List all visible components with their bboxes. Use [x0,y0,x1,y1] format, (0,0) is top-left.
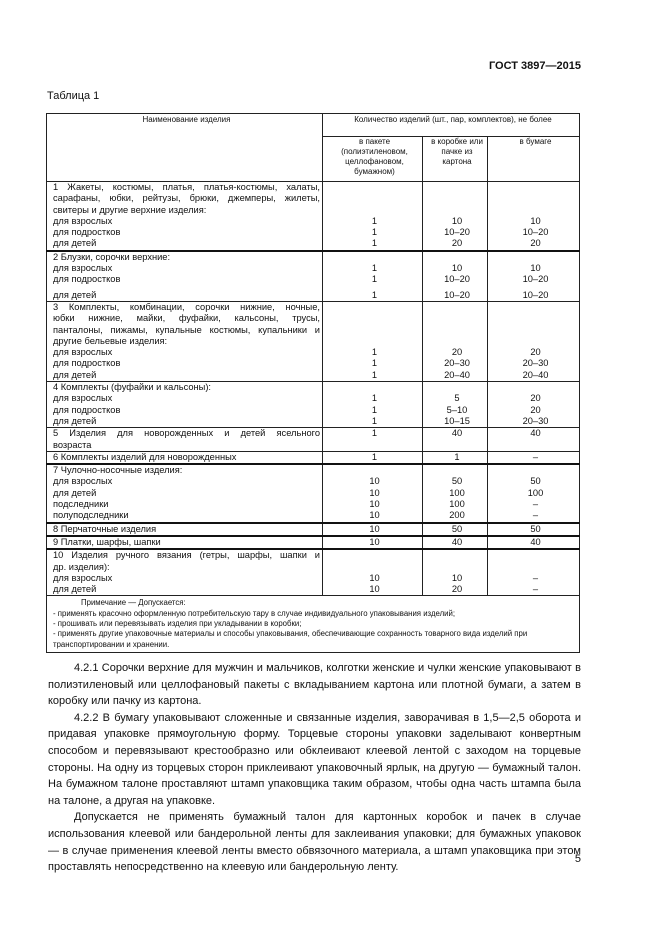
qty-paper-cell: 10 [488,263,580,274]
qty-box-cell [423,464,488,476]
qty-packet-cell: 1 [323,451,423,464]
qty-paper-cell [488,182,580,194]
table-row [47,440,580,452]
item-name-cell: для детей [47,584,323,596]
table-row [47,562,580,573]
qty-packet-cell: 10 [323,499,423,510]
qty-box-cell [423,336,488,347]
qty-box-cell: 10 [423,216,488,227]
qty-box-cell [423,193,488,204]
table-row [47,488,580,499]
table-row [47,263,580,274]
item-name-cell: для взрослых [47,216,323,227]
qty-paper-cell [488,562,580,573]
qty-paper-cell [488,549,580,561]
table-row [47,238,580,250]
qty-box-cell [423,440,488,452]
qty-box-cell [423,382,488,394]
qty-box-cell: 20 [423,584,488,596]
table-row [47,476,580,487]
item-name-cell: 2 Блузки, сорочки верхние: [47,251,323,263]
table-row [47,313,580,324]
qty-paper-cell: – [488,510,580,522]
qty-paper-cell: 50 [488,523,580,536]
qty-paper-cell: 10–20 [488,290,580,302]
qty-packet-cell [323,549,423,561]
table-row [47,227,580,238]
paragraph-4-2-2: 4.2.2 В бумагу упаковывают сложенные и связанные изделия, заворачивая в 1,5—2,5 оборота и придавая упаковке прямоугольную форму. Торцевые стороны упаковки заделывают конвертным способом и перевязывают крестообразно или обклеивают клеевой лентой с заходом на торцевые стороны. На одну из торцевых сторон приклеивают упаковочный ярлык, на другую — бумажный талон. На бумажном талоне проставляют штамп упаковщика таким образом, чтобы одна часть штампа была на талоне, а другая на упаковке. [48,711,581,807]
qty-paper-cell: 20–40 [488,370,580,382]
table-row [47,216,580,227]
qty-box-cell: 100 [423,488,488,499]
qty-paper-cell: 20 [488,238,580,250]
item-name-cell: юбки нижние, майки, фуфайки, кальсоны, трусы, [47,313,323,324]
table-note [47,596,580,652]
qty-packet-cell: 1 [323,370,423,382]
table-row [47,549,580,561]
qty-box-cell [423,301,488,313]
item-name-cell: для взрослых [47,393,323,404]
qty-box-cell: 5 [423,393,488,404]
qty-box-cell: 50 [423,476,488,487]
qty-packet-cell [323,193,423,204]
qty-box-cell: 20–40 [423,370,488,382]
table-row [47,523,580,536]
qty-paper-cell: – [488,451,580,464]
item-name-cell: полуподследники [47,510,323,522]
item-name-cell: 9 Платки, шарфы, шапки [47,536,323,549]
qty-box-cell: 5–10 [423,405,488,416]
table-row [47,193,580,204]
qty-packet-cell: 10 [323,584,423,596]
qty-paper-cell: 100 [488,488,580,499]
item-name-cell: для детей [47,238,323,250]
note-line: - прошивать или перевязывать изделия при укладывании в коробки; [53,618,302,628]
item-name-cell: для подростков [47,274,323,285]
qty-box-cell: 10–20 [423,227,488,238]
qty-paper-cell: 20 [488,347,580,358]
table-row [47,416,580,428]
col-header-name: Наименование изделия [47,114,323,182]
qty-box-cell: 1 [423,451,488,464]
table-row [47,393,580,404]
qty-packet-cell [323,313,423,324]
qty-box-cell [423,549,488,561]
item-name-cell: панталоны, пижамы, купальные костюмы, купальники и [47,325,323,336]
table-row [47,510,580,522]
qty-packet-cell: 1 [323,405,423,416]
qty-packet-cell [323,464,423,476]
item-name-cell: 5 Изделия для новорожденных и детей ясельного [47,428,323,440]
qty-packet-cell: 10 [323,573,423,584]
item-name-cell: для подростков [47,405,323,416]
table-row [47,205,580,216]
packaging-table [46,113,580,653]
table-row [47,370,580,382]
table-row [47,428,580,440]
qty-paper-cell: 20–30 [488,358,580,369]
qty-paper-cell: 40 [488,536,580,549]
item-name-cell: для взрослых [47,476,323,487]
item-name-cell: для подростков [47,227,323,238]
table-row [47,405,580,416]
qty-packet-cell [323,301,423,313]
item-name-cell: для подростков [47,358,323,369]
item-name-cell: 8 Перчаточные изделия [47,523,323,536]
qty-box-cell [423,205,488,216]
qty-paper-cell: 50 [488,476,580,487]
qty-paper-cell: 20–30 [488,416,580,428]
qty-packet-cell: 1 [323,274,423,285]
standard-code: ГОСТ 3897—2015 [488,60,581,72]
page-number: 5 [574,853,581,865]
qty-box-cell [423,562,488,573]
item-name-cell: для детей [47,416,323,428]
qty-packet-cell: 1 [323,393,423,404]
table-row [47,325,580,336]
qty-packet-cell [323,182,423,194]
paragraph-allowance: Допускается не применять бумажный талон для картонных коробок и пачек в случае использования клеевой или бандерольной ленты для заклеивания упаковки; для бумажных упаковок — в случае применения клеевой ленты вместо обвязочного материала, а штамп упаковщика при этом проставлять непосредственно на клеевую или бандерольную ленту. [48,811,581,874]
item-name-cell: свитеры и другие верхние изделия: [47,205,323,216]
qty-box-cell: 40 [423,428,488,440]
qty-paper-cell: 10–20 [488,227,580,238]
body-text [48,660,581,876]
table-row [47,182,580,194]
item-name-cell: подследники [47,499,323,510]
qty-packet-cell: 1 [323,238,423,250]
item-name-cell: сарафаны, юбки, рейтузы, брюки, джемперы, жилеты, [47,193,323,204]
item-name-cell: для взрослых [47,347,323,358]
qty-packet-cell: 10 [323,536,423,549]
qty-paper-cell [488,382,580,394]
table-row [47,499,580,510]
item-name-cell: для детей [47,488,323,499]
qty-packet-cell: 10 [323,510,423,522]
table-row [47,301,580,313]
qty-paper-cell: 40 [488,428,580,440]
qty-paper-cell: 10–20 [488,274,580,285]
qty-box-cell: 20 [423,347,488,358]
qty-packet-cell [323,562,423,573]
table-row [47,347,580,358]
paragraph-4-2-1: 4.2.1 Сорочки верхние для мужчин и мальчиков, колготки женские и чулки женские упаковывают в полиэтиленовый или целлофановый пакеты с вкладыванием картона или плотной бумаги, а затем в коробку или пачку из картона. [48,662,581,708]
qty-box-cell: 200 [423,510,488,522]
qty-packet-cell [323,440,423,452]
col-header-box: в коробке или пачке из картона [423,137,488,182]
note-line: - применять другие упаковочные материалы и способы упаковывания, обеспечивающие сохранность товарного вида изделий при транспортировании и хранении. [53,629,528,649]
qty-paper-cell [488,205,580,216]
item-name-cell: 6 Комплекты изделий для новорожденных [47,451,323,464]
qty-packet-cell: 1 [323,263,423,274]
table-row [47,290,580,302]
qty-paper-cell: 20 [488,393,580,404]
qty-packet-cell: 1 [323,358,423,369]
qty-paper-cell [488,325,580,336]
item-name-cell: 7 Чулочно-носочные изделия: [47,464,323,476]
table-row [47,251,580,263]
item-name-cell: 3 Комплекты, комбинации, сорочки нижние, ночные, [47,301,323,313]
col-header-quantity: Количество изделий (шт., пар, комплектов), не более [323,114,580,137]
qty-box-cell: 20–30 [423,358,488,369]
item-name-cell: другие бельевые изделия: [47,336,323,347]
qty-box-cell [423,182,488,194]
item-name-cell: др. изделия): [47,562,323,573]
qty-packet-cell: 1 [323,290,423,302]
qty-packet-cell: 10 [323,476,423,487]
item-name-cell: возраста [47,440,323,452]
qty-paper-cell: 20 [488,405,580,416]
item-name-cell: для взрослых [47,573,323,584]
table-row [47,536,580,549]
item-name-cell: 1 Жакеты, костюмы, платья, платья-костюмы, халаты, [47,182,323,194]
qty-packet-cell: 1 [323,428,423,440]
qty-packet-cell: 1 [323,216,423,227]
qty-packet-cell [323,205,423,216]
qty-box-cell: 10 [423,573,488,584]
qty-packet-cell [323,251,423,263]
qty-paper-cell: – [488,499,580,510]
table-row [47,336,580,347]
qty-box-cell: 10–20 [423,274,488,285]
qty-box-cell [423,313,488,324]
note-line: - применять красочно оформленную потребительскую тару в случае индивидуального упаковывания изделий; [53,608,456,618]
qty-paper-cell: – [488,584,580,596]
table-row [47,358,580,369]
qty-packet-cell: 1 [323,227,423,238]
col-header-paper: в бумаге [488,137,580,182]
qty-paper-cell [488,301,580,313]
qty-box-cell [423,325,488,336]
item-name-cell: 10 Изделия ручного вязания (гетры, шарфы, шапки и [47,549,323,561]
qty-box-cell: 40 [423,536,488,549]
qty-paper-cell [488,336,580,347]
col-header-packet: в пакете (полиэтиленовом, целлофановом, бумажном) [323,137,423,182]
qty-paper-cell: – [488,573,580,584]
qty-packet-cell: 1 [323,416,423,428]
table-row [47,584,580,596]
qty-paper-cell: 10 [488,216,580,227]
qty-box-cell: 10 [423,263,488,274]
qty-packet-cell: 10 [323,488,423,499]
table-row [47,464,580,476]
qty-packet-cell: 1 [323,347,423,358]
table-row [47,382,580,394]
qty-paper-cell [488,464,580,476]
qty-paper-cell [488,251,580,263]
qty-box-cell: 10–15 [423,416,488,428]
qty-box-cell: 20 [423,238,488,250]
item-name-cell: для детей [47,370,323,382]
qty-packet-cell [323,336,423,347]
qty-box-cell: 10–20 [423,290,488,302]
item-name-cell: для детей [47,290,323,302]
table-row [47,274,580,285]
qty-box-cell: 100 [423,499,488,510]
item-name-cell: для взрослых [47,263,323,274]
table-row [47,451,580,464]
qty-packet-cell [323,382,423,394]
qty-box-cell: 50 [423,523,488,536]
qty-packet-cell: 10 [323,523,423,536]
table-title: Таблица 1 [47,90,100,102]
qty-packet-cell [323,325,423,336]
qty-box-cell [423,251,488,263]
note-title: Примечание — Допускается: [81,598,186,608]
qty-paper-cell [488,440,580,452]
qty-paper-cell [488,313,580,324]
qty-paper-cell [488,193,580,204]
table-row [47,573,580,584]
item-name-cell: 4 Комплекты (фуфайки и кальсоны): [47,382,323,394]
